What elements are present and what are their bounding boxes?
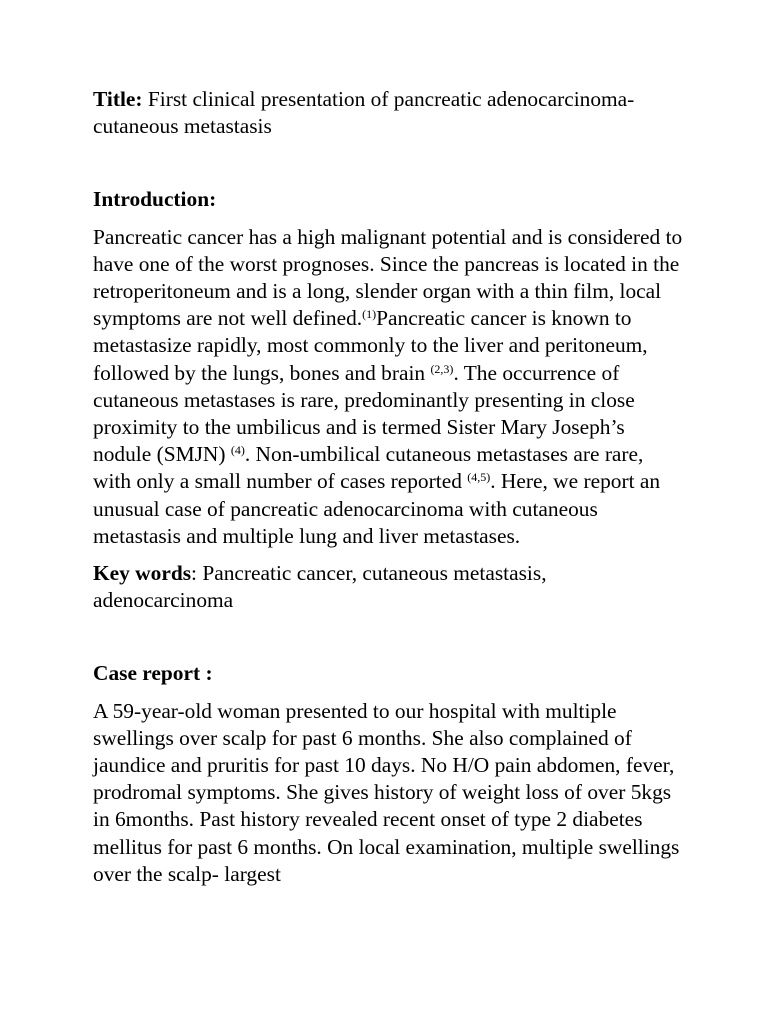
intro-text-segment: Pancreatic cancer has a high malignant potential and is considered to have one of the worst prognoses. Since the pancreas is located in the retroperitoneum and is a long, slender organ with a thin film, local symptoms are not well defined. [93,224,683,331]
case-report-paragraph: A 59-year-old woman presented to our hospital with multiple swellings over scalp for past 6 months. She also complained of jaundice and pruritis for past 10 days. No H/O pain abdomen, fever, prodromal symptoms. She gives history of weight loss of over 5kgs in 6months. Past history revealed recent onset of type 2 diabetes mellitus for past 6 months. On local examination, multiple swellings over the scalp- largest [93,698,680,886]
intro-text-segment: . Here, we report an unusual case of pancreatic adenocarcinoma with cutaneous metastasis and multiple lung and liver metastases. [93,469,661,548]
document-title [93,86,683,140]
title-label: Title: [93,87,143,111]
title-text: First clinical presentation of pancreatic adenocarcinoma- cutaneous metastasis [93,87,635,139]
citation-marker: (2,3) [430,361,454,376]
intro-text-segment: . Non-umbilical cutaneous metastases are rare, with only a small number of cases reported [93,442,644,494]
citation-marker: (1) [362,307,377,322]
intro-text-segment: Pancreatic cancer is known to metastasize rapidly, most commonly to the liver and peritoneum, followed by the lungs, bones and brain [93,306,648,385]
citation-marker: (4,5) [467,470,491,485]
keywords-paragraph [93,560,683,614]
citation-marker: (4) [230,443,245,458]
intro-text-segment: . The occurrence of cutaneous metastases is rare, predominantly presenting in close proximity to the umbilicus and is termed Sister Mary Joseph’s nodule (SMJN) [93,360,635,467]
keywords-label: Key words [93,561,192,586]
introduction-paragraph [93,224,683,550]
introduction-heading: Introduction: [93,187,217,212]
document-page [93,86,683,898]
keywords-text: : Pancreatic cancer, cutaneous metastasis, adenocarcinoma [93,561,547,613]
case-report-heading: Case report : [93,661,213,686]
